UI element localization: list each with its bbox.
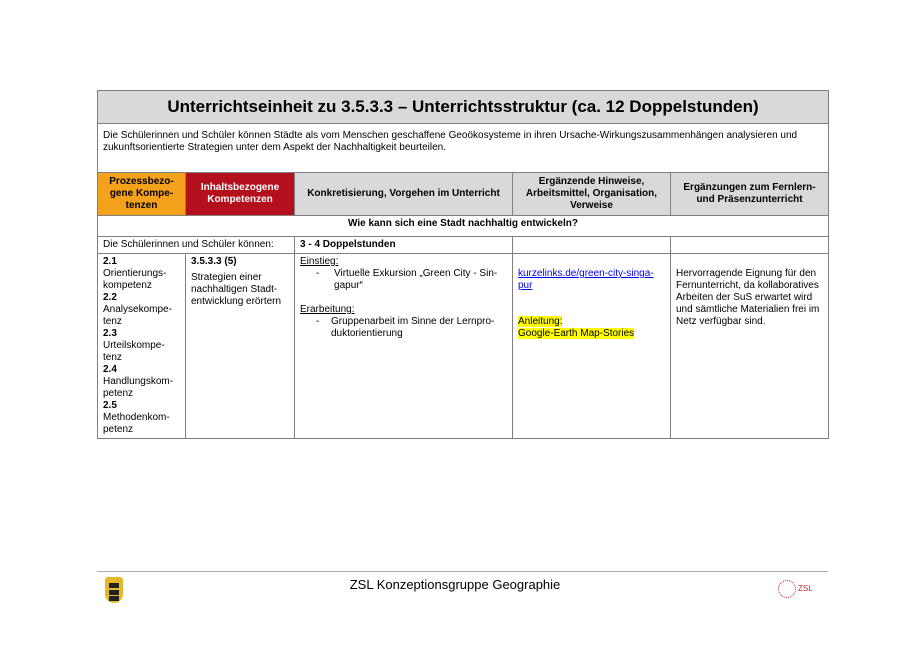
header-content: Inhaltsbezogene Kompetenzen — [186, 173, 295, 216]
remote-notes: Hervorragende Eignung für den Fernunterricht, da kollaboratives Arbeiten der SuS erwartet wird und sämtliche Materialien frei im Netz verfügbar sind. — [671, 254, 829, 439]
header-process: Prozessbezo-gene Kompe-tenzen — [98, 173, 186, 216]
guiding-question: Wie kann sich eine Stadt nachhaltig entwickeln? — [98, 216, 829, 237]
content-code: 3.5.3.3 (5) — [191, 256, 237, 267]
lesson-structure-table — [97, 90, 829, 439]
header-hints: Ergänzende Hinweise, Arbeitsmittel, Organisation, Verweise — [513, 173, 671, 216]
step-heading: Einstieg: — [300, 256, 339, 267]
hints — [513, 254, 671, 439]
process-label: Analysekompe-tenz — [103, 304, 172, 327]
footer-divider — [97, 571, 828, 572]
duration: 3 - 4 Doppelstunden — [295, 237, 513, 254]
anleitung-label: Anleitung: — [518, 316, 563, 327]
concretization: Einstieg: - Virtuelle Exkursion „Green City - Sin-gapur“ Erarbeitung: - Gruppenarbeit im Sinne der Lernpro-duktorientierung — [295, 254, 513, 439]
header-concretization: Konkretisierung, Vorgehen im Unterricht — [295, 173, 513, 216]
footer-text: ZSL Konzeptionsgruppe Geographie — [349, 577, 561, 592]
process-competences — [98, 254, 186, 439]
process-num: 2.4 — [103, 364, 117, 375]
intro-text: Die Schülerinnen und Schüler können Städte als vom Menschen geschaffene Geoökosysteme in ihren Ursache-Wirkungszusammenhängen analysieren und zukunftsorientierte Strategien unter dem Aspekt der Nachhaltigkeit beurteilen. — [98, 124, 829, 173]
singapore-link[interactable]: kurzelinks.de/green-city-singa-pur — [518, 268, 654, 291]
anleitung-text: Google-Earth Map-Stories — [518, 328, 635, 339]
zsl-logo-icon: ZSL — [778, 580, 813, 598]
students-can: Die Schülerinnen und Schüler können: — [98, 237, 295, 254]
content-competence — [186, 254, 295, 439]
page-title: Unterrichtseinheit zu 3.5.3.3 – Unterrichtsstruktur (ca. 12 Doppelstunden) — [98, 91, 829, 124]
step-item: Virtuelle Exkursion „Green City - Sin-gapur“ — [334, 268, 498, 291]
process-num: 2.3 — [103, 328, 117, 339]
process-num: 2.1 — [103, 256, 117, 267]
header-remote: Ergänzungen zum Fernlern- und Präsenzunterricht — [671, 173, 829, 216]
process-label: Handlungskom-petenz — [103, 376, 174, 399]
process-label: Urteilskompe-tenz — [103, 340, 165, 363]
content-text: Strategien einer nachhaltigen Stadt-entwicklung erörtern — [191, 272, 282, 307]
process-label: Methodenkom-petenz — [103, 412, 170, 435]
step-item: Gruppenarbeit im Sinne der Lernpro-duktorientierung — [330, 316, 495, 339]
process-label: Orientierungs-kompetenz — [103, 268, 167, 291]
process-num: 2.5 — [103, 400, 117, 411]
process-num: 2.2 — [103, 292, 117, 303]
step-heading: Erarbeitung: — [300, 304, 355, 315]
